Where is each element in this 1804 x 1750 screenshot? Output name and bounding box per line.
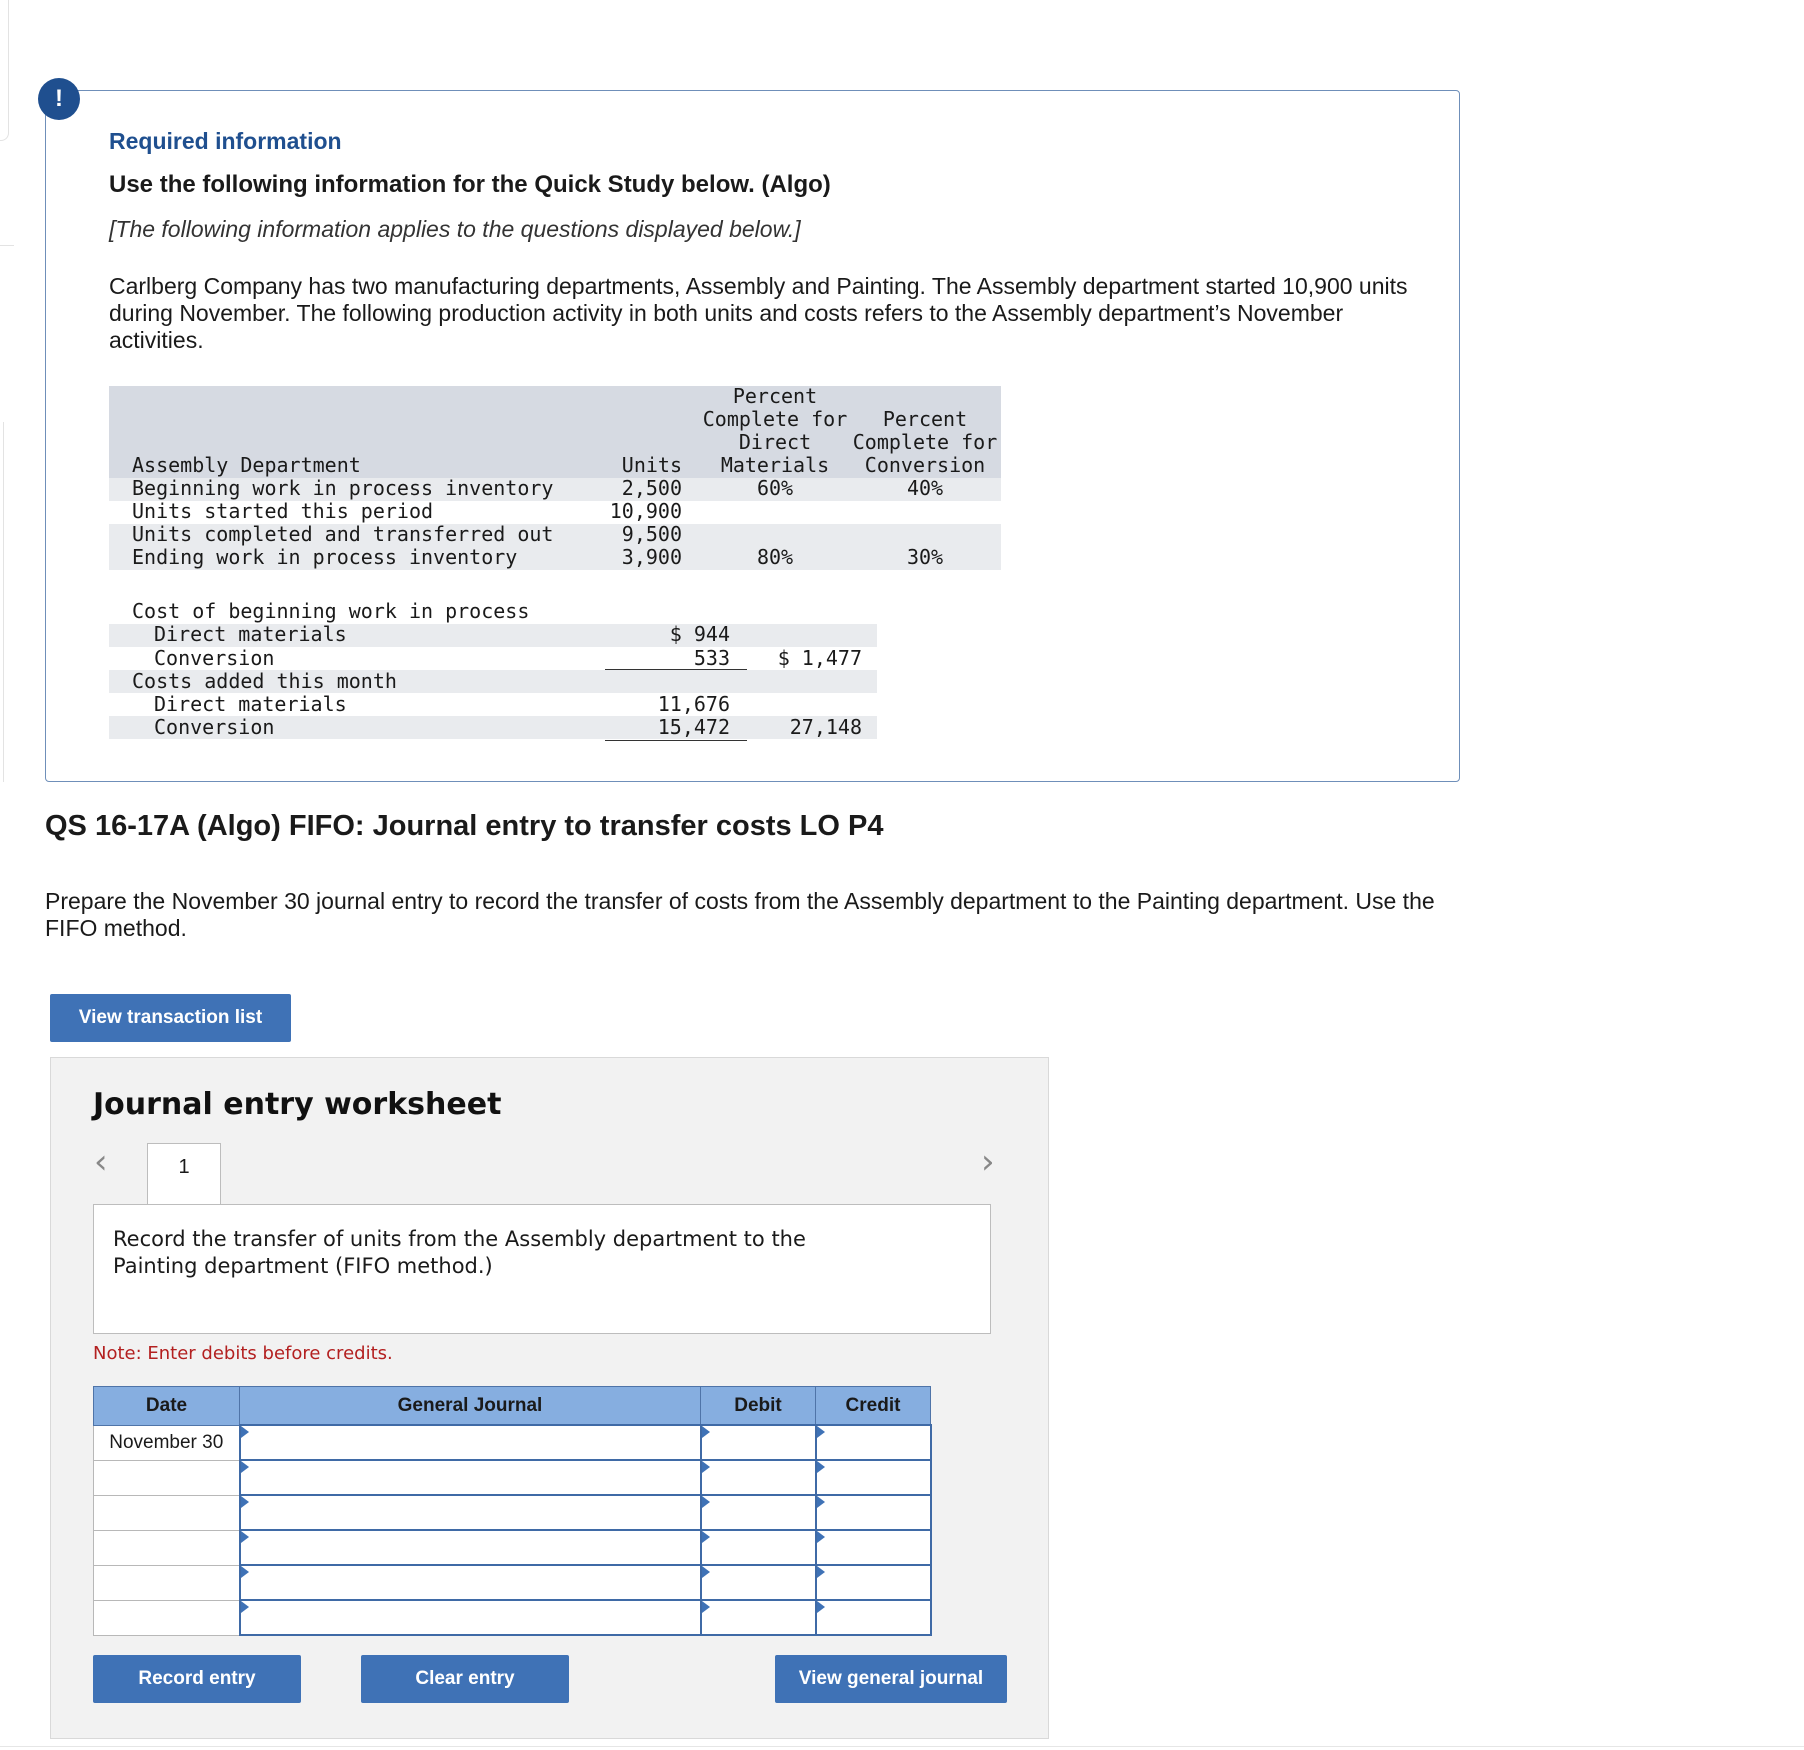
required-info-note: [The following information applies to the questions displayed below.]: [109, 216, 801, 242]
credit-input[interactable]: [816, 1530, 931, 1565]
chevron-right-icon[interactable]: ›: [981, 1142, 995, 1182]
debit-input[interactable]: [701, 1495, 816, 1530]
dropdown-marker-icon: [817, 1461, 825, 1473]
debit-input[interactable]: [701, 1530, 816, 1565]
date-cell: [94, 1565, 240, 1600]
date-cell: [94, 1600, 240, 1635]
journal-row: [94, 1495, 931, 1530]
debit-input[interactable]: [701, 1600, 816, 1635]
cost-row-total: 27,148: [789, 715, 862, 739]
units-row-label: Beginning work in process inventory: [132, 476, 554, 500]
required-info-subtitle: Use the following information for the Quick Study below. (Algo): [109, 171, 831, 198]
dm-header-line: Complete for: [702, 407, 848, 431]
dropdown-marker-icon: [241, 1601, 249, 1613]
credit-input[interactable]: [816, 1600, 931, 1635]
conv-header-line: Percent: [882, 407, 968, 431]
page-bottom-divider: [0, 1746, 1804, 1747]
debit-input[interactable]: [701, 1425, 816, 1460]
dropdown-marker-icon: [702, 1531, 710, 1543]
dropdown-marker-icon: [817, 1531, 825, 1543]
subtotal-rule: [605, 740, 747, 741]
dropdown-marker-icon: [817, 1426, 825, 1438]
credit-input[interactable]: [816, 1425, 931, 1460]
left-edge-divider: [0, 422, 4, 782]
worksheet-title: Journal entry worksheet: [93, 1087, 502, 1122]
conv-header-line: Conversion: [864, 453, 986, 477]
cost-row-label: Direct materials: [154, 622, 347, 646]
record-entry-button[interactable]: Record entry: [93, 1655, 301, 1703]
date-cell: [94, 1495, 240, 1530]
general-journal-column-header: General Journal: [240, 1387, 701, 1426]
cost-row-amount: 15,472: [657, 715, 730, 739]
units-row-conv: 40%: [906, 476, 944, 500]
dropdown-marker-icon: [241, 1496, 249, 1508]
date-column-header: Date: [94, 1387, 240, 1426]
cost-row-label: Conversion: [154, 646, 275, 670]
dropdown-marker-icon: [241, 1566, 249, 1578]
units-row-dm: 80%: [756, 545, 794, 569]
left-edge-divider: [0, 245, 14, 246]
account-input[interactable]: [240, 1530, 701, 1565]
cost-row-amount: 11,676: [657, 692, 730, 716]
conv-header-line: Complete for: [852, 430, 998, 454]
cost-row-label: Direct materials: [154, 692, 347, 716]
units-row-label: Units completed and transferred out: [132, 522, 554, 546]
units-row-value: 9,500: [621, 522, 682, 546]
dropdown-marker-icon: [241, 1426, 249, 1438]
cost-row-total: $ 1,477: [777, 646, 862, 670]
debits-credits-note: Note: Enter debits before credits.: [93, 1343, 393, 1364]
instruction-text: Record the transfer of units from the Assembly department to the Painting department (FIFO method.): [113, 1227, 806, 1278]
required-info-paragraph: Carlberg Company has two manufacturing departments, Assembly and Painting. The Assembly department started 10,900 units during November. The following production activity in both units and costs refers to the Assembly department’s November activities.: [109, 273, 1408, 353]
dm-header-line: Percent: [732, 384, 818, 408]
dropdown-marker-icon: [817, 1566, 825, 1578]
journal-row: [94, 1460, 931, 1495]
cost-row-amount: 533: [693, 646, 730, 670]
subtotal-rule: [605, 669, 747, 670]
worksheet-tab-1[interactable]: 1: [147, 1143, 221, 1205]
dropdown-marker-icon: [702, 1566, 710, 1578]
account-input[interactable]: [240, 1460, 701, 1495]
dm-header-line: Direct: [738, 430, 812, 454]
view-transaction-list-button[interactable]: View transaction list: [50, 994, 291, 1042]
units-row-conv: 30%: [906, 545, 944, 569]
date-cell: [94, 1460, 240, 1495]
dropdown-marker-icon: [702, 1426, 710, 1438]
credit-input[interactable]: [816, 1495, 931, 1530]
alert-icon: !: [38, 78, 80, 120]
date-cell: [94, 1530, 240, 1565]
debit-input[interactable]: [701, 1460, 816, 1495]
units-row-dm: 60%: [756, 476, 794, 500]
units-row-label: Ending work in process inventory: [132, 545, 518, 569]
chevron-left-icon[interactable]: ‹: [94, 1142, 108, 1182]
cost-row-label: Cost of beginning work in process: [132, 599, 530, 623]
journal-row: [94, 1565, 931, 1600]
date-cell: November 30: [94, 1425, 240, 1460]
left-edge-panel: [0, 0, 9, 141]
cost-row-amount: $ 944: [669, 622, 730, 646]
dropdown-marker-icon: [702, 1461, 710, 1473]
debit-input[interactable]: [701, 1565, 816, 1600]
dropdown-marker-icon: [702, 1496, 710, 1508]
units-row-label: Units started this period: [132, 499, 434, 523]
journal-row: [94, 1530, 931, 1565]
dropdown-marker-icon: [241, 1461, 249, 1473]
account-input[interactable]: [240, 1425, 701, 1460]
account-input[interactable]: [240, 1565, 701, 1600]
account-input[interactable]: [240, 1495, 701, 1530]
dm-header-line: Materials: [720, 453, 830, 477]
dropdown-marker-icon: [241, 1531, 249, 1543]
cost-row-label: Costs added this month: [132, 669, 397, 693]
question-prompt: Prepare the November 30 journal entry to record the transfer of costs from the Assembly department to the Painting department. Use the FIFO method.: [45, 888, 1435, 941]
dropdown-marker-icon: [817, 1601, 825, 1613]
credit-input[interactable]: [816, 1460, 931, 1495]
dropdown-marker-icon: [702, 1601, 710, 1613]
units-row-value: 2,500: [621, 476, 682, 500]
required-info-title: Required information: [109, 128, 342, 154]
cost-row-label: Conversion: [154, 715, 275, 739]
question-title: QS 16-17A (Algo) FIFO: Journal entry to transfer costs LO P4: [45, 810, 884, 842]
dropdown-marker-icon: [817, 1496, 825, 1508]
journal-row: [94, 1600, 931, 1635]
debit-column-header: Debit: [701, 1387, 816, 1426]
units-row-value: 3,900: [621, 545, 682, 569]
credit-column-header: Credit: [816, 1387, 931, 1426]
journal-row: [94, 1425, 931, 1460]
units-table-label-header: Assembly Department: [132, 453, 361, 477]
units-row-value: 10,900: [609, 499, 682, 523]
journal-table: [93, 1386, 932, 1636]
units-header: Units: [621, 453, 682, 477]
credit-input[interactable]: [816, 1565, 931, 1600]
view-general-journal-button[interactable]: View general journal: [775, 1655, 1007, 1703]
account-input[interactable]: [240, 1600, 701, 1635]
clear-entry-button[interactable]: Clear entry: [361, 1655, 569, 1703]
